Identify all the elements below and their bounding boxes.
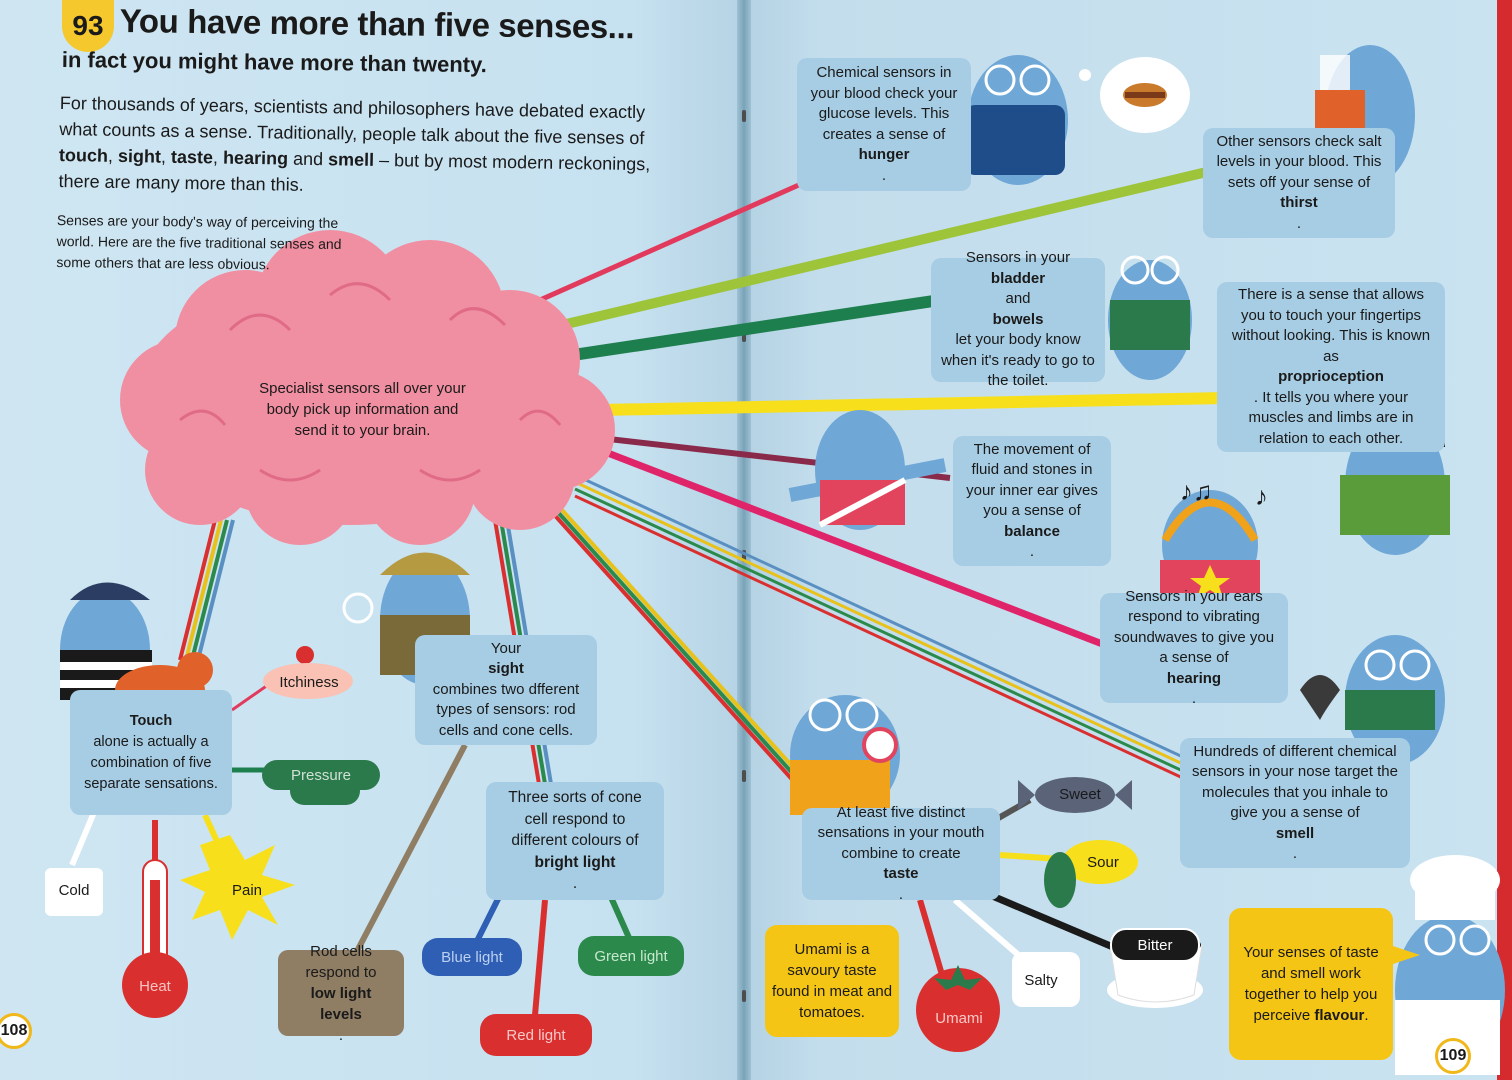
intro-text-end: – but by most modern reckonings, there are many more than this. [58,149,651,195]
flavour-text-a: Your senses of taste and smell work together to help you perceive [1243,944,1379,1024]
page-subtitle: in fact you might have more than twenty. [61,47,487,78]
balance-bold: balance [1004,522,1060,540]
thirst-text [1213,132,1385,235]
page-number-right-text: 109 [1439,1047,1467,1064]
flavour-text [1235,942,1387,1026]
sour-label: Sour [1087,853,1119,871]
fact-number: 93 [72,10,104,41]
rod-bold: low light levels [310,984,372,1023]
bladder-text [941,248,1095,392]
sight-text-a: Your [490,639,522,657]
bowels-bold: bowels [992,310,1044,328]
thirst-text-a: Other sensors check salt levels in your blood. This sets off your sense of [1216,132,1382,191]
fact-number-badge [62,0,114,52]
hunger-text-b: . [881,166,887,184]
intro-separator: , [160,146,172,167]
taste-text [812,803,990,906]
red-light-label: Red light [480,1014,592,1056]
hearing-text [1110,587,1278,710]
rod-box [278,942,404,1044]
bladder-text-a: Sensors in your [965,249,1071,267]
smell-bold: smell [1275,824,1315,842]
balance-character [790,410,945,530]
smell-text [1190,742,1400,865]
svg-text:♪: ♪ [1255,481,1268,511]
taste-box [802,803,1000,903]
thirst-bold: thirst [1280,194,1318,212]
cone-text-a: Three sorts of cone cell respond to different colours of [508,789,642,850]
toilet-character [1108,257,1192,380]
salty-label: Salty [1024,971,1058,989]
balance-box [953,436,1111,566]
intro-text: For thousands of years, scientists and philosophers have debated exactly what counts as a sense. Traditionally, people talk about the five senses of [59,92,646,149]
touch-box [70,690,232,815]
smell-text-b: . [1292,845,1298,862]
balance-text [963,440,1101,563]
intro-separator: , [107,145,119,166]
cold-label: Cold [58,881,90,899]
intro-taste: taste [170,146,214,168]
cone-text [496,787,654,895]
cone-bold: bright light [534,853,616,871]
brain-caption: Specialist sensors all over your body pick up information and send it to your brain. [259,380,466,439]
hearing-text-b: . [1191,690,1197,707]
touch-bold: Touch [129,712,173,729]
smell-text-a: Hundreds of different chemical sensors in your nose target the molecules that you inhale to give you a sense of [1192,742,1398,821]
proprio-text-a: There is a sense that allows you to touch your fingertips without looking. This is known as [1231,286,1431,365]
cone-box [486,782,664,900]
hearing-bold: hearing [1166,669,1222,687]
bladder-bold: bladder [990,269,1046,287]
hunger-character [965,55,1190,185]
flavour-text-b: . [1364,1007,1369,1024]
umami-note-box: Umami is a savoury taste found in meat and tomatoes. [765,925,899,1037]
proprioception-box [1217,282,1445,452]
taste-bold: taste [883,865,919,883]
line-red [535,900,545,1015]
bladder-text-mid: and [1005,290,1031,308]
hunger-text [807,63,961,186]
balance-text-a: The movement of fluid and stones in your inner ear gives you a sense of [966,440,1098,519]
touch-body: alone is actually a combination of five separate sensations. [84,733,218,792]
intro-smell: smell [327,149,375,170]
sight-bold: sight [488,660,524,678]
thirst-box [1203,128,1395,238]
touch-text [80,711,222,795]
taste-text-a: At least five distinct sensations in your mouth combine to create [817,803,985,862]
blue-light-label: Blue light [422,938,522,976]
line-taste-c [562,510,827,805]
bitter-label: Bitter [1110,928,1200,962]
sight-text [425,639,587,742]
hearing-box [1100,587,1288,707]
sight-box [415,635,597,745]
hunger-box [797,58,971,191]
flavour-bold: flavour [1314,1007,1365,1024]
balance-text-b: . [1029,543,1035,560]
taste-text-b: . [898,885,904,903]
rod-text-a: Rod cells respond to [305,942,377,981]
intro-separator: and [287,148,329,170]
cone-text-b: . [572,875,578,893]
pressure-label: Pressure [262,760,380,790]
sweet-label: Sweet [1059,785,1101,803]
intro-separator: , [212,147,224,168]
heat-label: Heat [139,977,171,995]
line-green [610,895,630,940]
proprio-text-b: . It tells you where your muscles and limbs are in relation to each other. [1248,388,1414,447]
intro-paragraph [58,90,680,204]
rod-text [288,941,394,1046]
proprio-bold: proprioception [1278,368,1384,385]
hearing-text-a: Sensors in your ears respond to vibrating soundwaves to give you a sense of [1113,587,1275,666]
sight-text-b: combines two dfferent types of sensors: rod cells and cone cells. [432,680,580,739]
svg-text:♪♫: ♪♫ [1180,476,1213,506]
senses-note: Senses are your body's way of perceiving the world. Here are the five traditional senses and some others that are less obvious. [56,211,342,273]
line-bladder [540,300,940,360]
intro-sight: sight [117,145,162,167]
intro-hearing: hearing [222,147,289,169]
page-number-left-text: 108 [0,1022,28,1039]
hunger-text-a: Chemical sensors in your blood check your glucose levels. This creates a sense of [810,64,958,143]
flavour-box [1229,908,1393,1060]
line-cold [72,810,95,865]
umami-label: Umami [935,1009,983,1027]
green-light-label: Green light [578,936,684,976]
bladder-text-b: let your body know when it's ready to go to the toilet. [941,331,1095,390]
taste-character [790,695,900,815]
thirst-text-b: . [1296,214,1302,232]
itchiness-label: Itchiness [279,673,339,691]
line-proprioception [600,398,1225,410]
rod-text-b: . [338,1026,344,1044]
page-title: You have more than five senses... [119,2,635,46]
music-character [1160,476,1268,600]
hunger-bold: hunger [858,146,910,163]
proprioception-text [1227,285,1435,449]
page-number-right [1435,1038,1471,1074]
bladder-box [931,249,1105,390]
intro-touch: touch [58,144,109,166]
pain-label: Pain [231,881,263,899]
smell-box [1180,738,1410,868]
